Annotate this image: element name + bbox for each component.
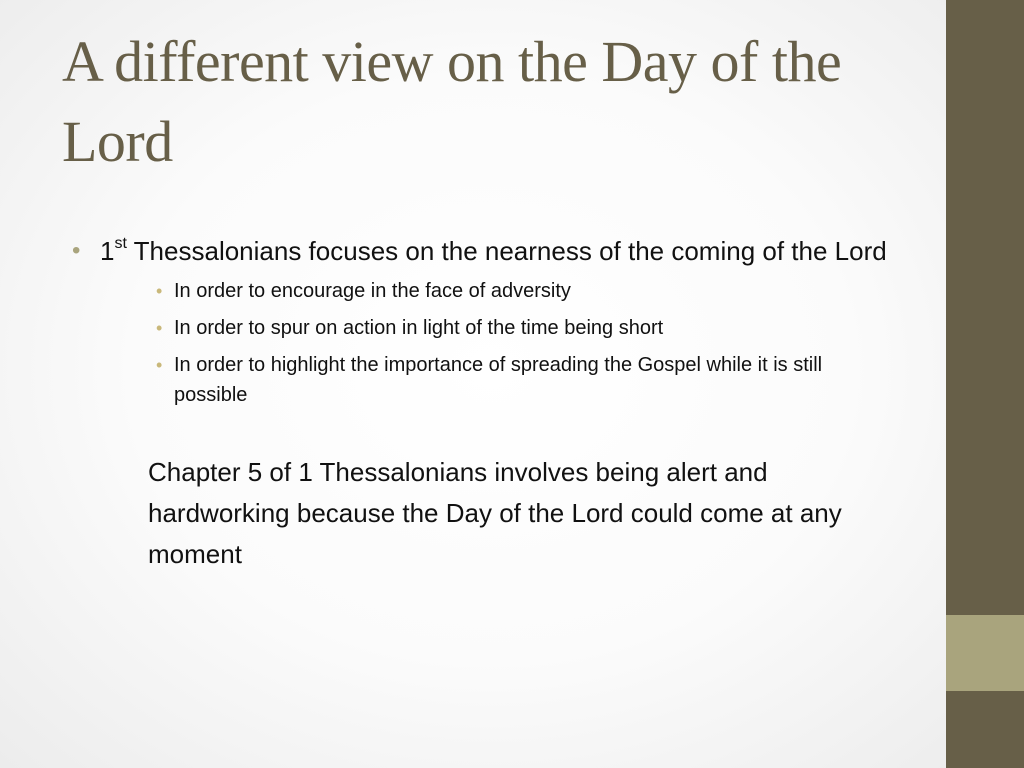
bullet-dot-icon: • [72, 237, 81, 264]
slide-paragraph: Chapter 5 of 1 Thessalonians involves being alert and hardworking because the Day of the Lord could come at any moment [148, 457, 842, 569]
main-bullet [72, 230, 902, 272]
sub-bullet-text: In order to encourage in the face of adversity [174, 280, 571, 302]
sub-bullet-dot-icon: • [156, 281, 163, 301]
sub-bullet-item [156, 350, 889, 410]
sub-bullet-dot-icon: • [156, 318, 163, 338]
slide-body [72, 230, 902, 575]
slide-title: A different view on the Day of the Lord [62, 29, 842, 174]
sub-bullet-text: In order to spur on action in light of the time being short [174, 317, 664, 339]
sub-bullet-item [156, 313, 889, 343]
sub-bullet-list [156, 276, 902, 410]
side-decoration-bar [946, 0, 1024, 768]
sub-bullet-text: In order to highlight the importance of spreading the Gospel while it is still possible [174, 354, 823, 406]
side-decoration-band [946, 615, 1024, 691]
sub-bullet-dot-icon: • [156, 355, 163, 375]
bullet-prefix: 1 [100, 236, 115, 266]
bullet-text: Thessalonians focuses on the nearness of the coming of the Lord [126, 236, 887, 266]
sub-bullet-item [156, 276, 889, 306]
bullet-superscript: st [114, 235, 127, 253]
